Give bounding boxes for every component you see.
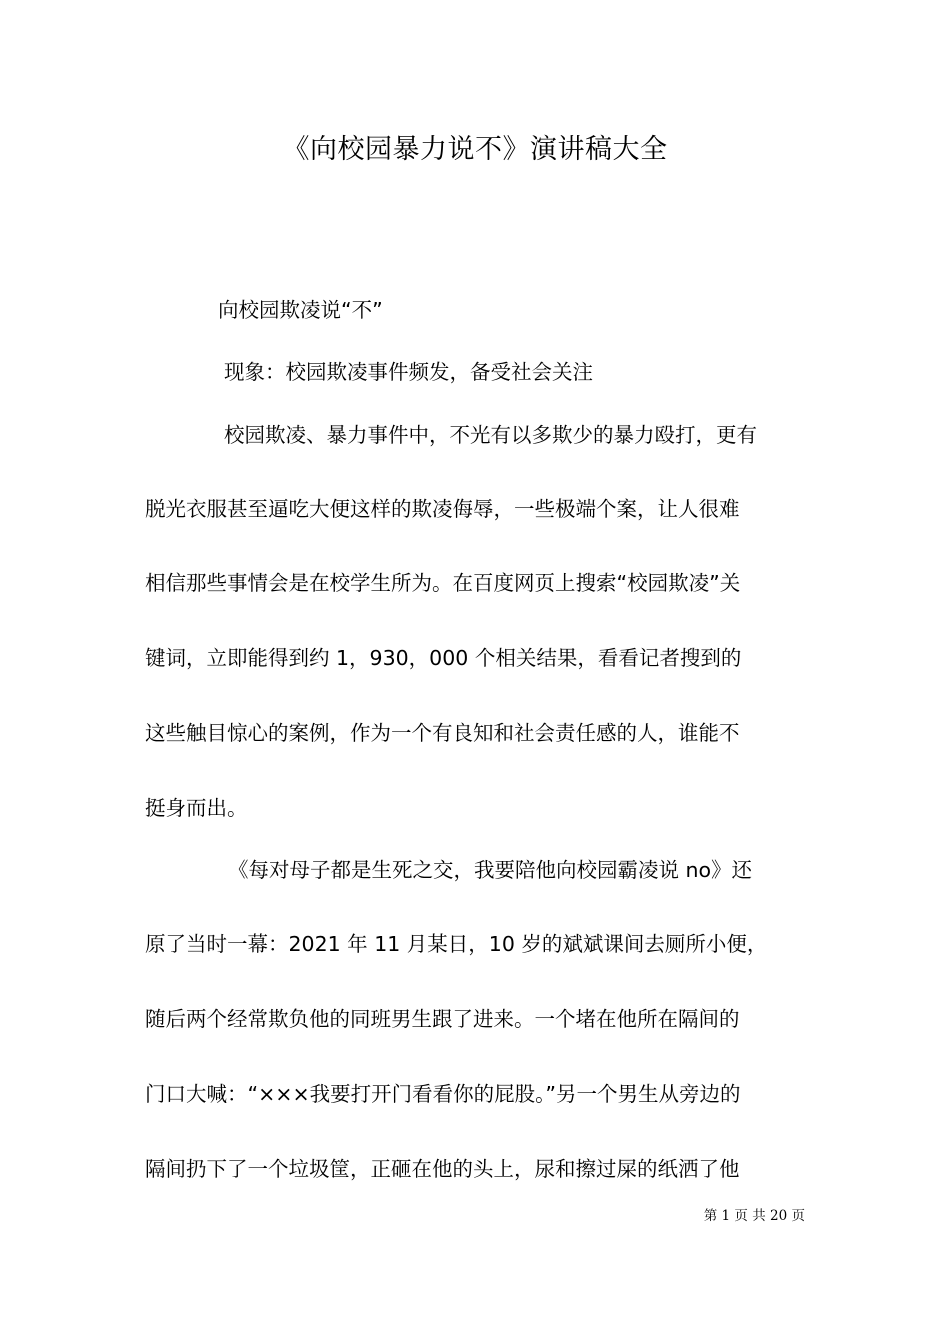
paragraph2-line: 原了当时一幕：2021 年 11 月某日，10 岁的斌斌课间去厕所小便， (145, 932, 768, 956)
paragraph1-line: 校园欺凌、暴力事件中，不光有以多欺少的暴力殴打，更有 (224, 423, 757, 447)
section-heading: 现象：校园欺凌事件频发，备受社会关注 (224, 360, 593, 384)
paragraph2-line: 《每对母子都是生死之交，我要陪他向校园霸凌说 no》还 (228, 858, 753, 882)
paragraph2-line: 隔间扔下了一个垃圾筐，正砸在他的头上，尿和擦过屎的纸洒了他 (145, 1157, 740, 1181)
page-footer: 第 1 页 共 20 页 (703, 1208, 805, 1224)
paragraph1-line: 相信那些事情会是在校学生所为。在百度网页上搜索“校园欺凌”关 (145, 571, 741, 595)
paragraph1-line: 这些触目惊心的案例，作为一个有良知和社会责任感的人，谁能不 (145, 721, 740, 745)
subheading: 向校园欺凌说“不” (218, 298, 383, 322)
paragraph1-line: 挺身而出。 (145, 796, 248, 820)
paragraph1-line: 键词，立即能得到约 1，930，000 个相关结果，看看记者搜到的 (145, 646, 742, 670)
paragraph1-line: 脱光衣服甚至逼吃大便这样的欺凌侮辱，一些极端个案，让人很难 (145, 497, 740, 521)
paragraph2-line: 门口大喊：“×××我要打开门看看你的屁股。”另一个男生从旁边的 (145, 1082, 741, 1106)
paragraph2-line: 随后两个经常欺负他的同班男生跟了进来。一个堵在他所在隔间的 (145, 1007, 740, 1031)
document-title: 《向校园暴力说不》演讲稿大全 (282, 134, 668, 165)
